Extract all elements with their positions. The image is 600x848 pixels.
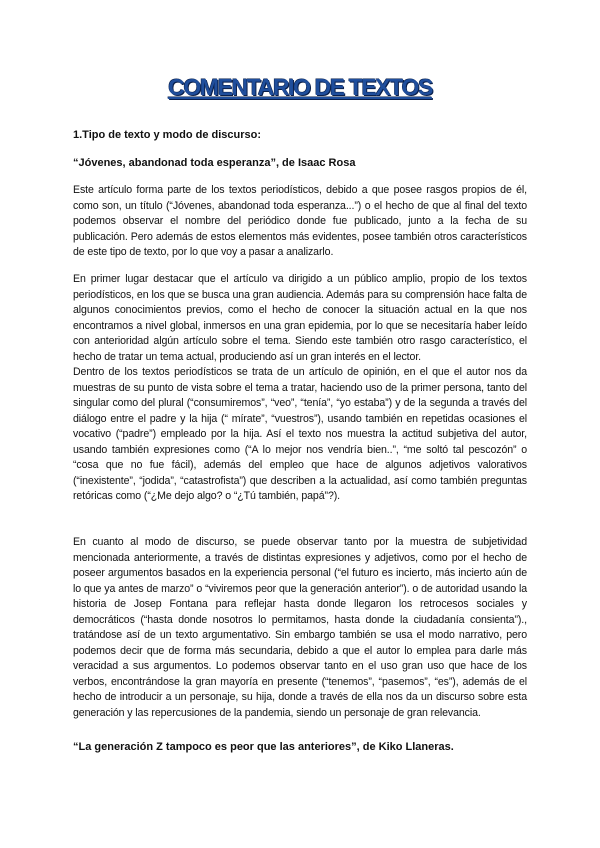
section-heading: 1.Tipo de texto y modo de discurso: — [73, 129, 262, 141]
document-title: COMENTARIO DE TEXTOS — [168, 74, 432, 100]
paragraph-text: Dentro de los textos periodísticos se trata de un artículo de opinión, en el que el autor nos da muestras de su punto de vista sobre el tema a tratar, haciendo uso de la primer persona, tanto del singular como del plural (“consumiremos”, “veo”, “tenía”, “yo estaba”) y de la segunda a través del diálogo entre el padre y la hija (“ mírate”, “vuestros”), usando también en repetidas ocasiones el vocativo (“padre”) empleado por la hija. Así el texto nos muestra la actitud subjetiva del autor, usando también expresiones como (“A lo mejor nos vendría bien..”, “me soltó tal pescozón” o “cosa que no fue fácil), además del empleo que hace de algunos adjetivos valorativos (“inexistente”, “jodida”, “catastrofista”) que describen a la actualidad, así como también preguntas retóricas como (“¿Me dejo algo? o “¿Tú también, papá”?). — [73, 366, 527, 502]
article1-heading: “Jóvenes, abandonad toda esperanza”, de Isaac Rosa — [73, 157, 356, 169]
paragraph-block-analysis — [73, 272, 527, 505]
paragraph-text: En cuanto al modo de discurso, se puede observar tanto por la muestra de subjetividad mencionada anteriormente, a través de distintas expresiones y adjetivos, como por el hecho de poseer argumentos basados en la experiencia personal (“el futuro es incierto, más incierto aún de lo que ya antes de marzo” o “viviremos peor que la generación anterior”). o de autoridad usando la historia de Josep Fontana para reflejar hasta donde llegaron los retrocesos sociales y democráticos (“hasta donde nosotros lo permitamos, hasta donde la ciudadanía consienta”)., tratándose así de un texto argumentativo. Sin embargo también se usa el modo narrativo, pero podemos decir que de forma más secundaria, debido a que el autor lo emplea para darle más veracidad a sus argumentos. Lo podemos observar tanto en el uso gran uso que hace de los verbos, encontrándose la gran mayoría en presente (“tenemos”, “pasemos”, “es”), además de el hecho de introducir a un personaje, su hija, donde a través de ella nos da un discurso sobre esta generación y las repercusiones de la pandemia, siendo un personaje de gran relevancia. — [73, 536, 527, 719]
paragraph-text: Este artículo forma parte de los textos periodísticos, debido a que posee rasgos propios de él, como son, un título (“Jóvenes, abandonad toda esperanza...”) o el hecho de que al final del texto podemos observar el nombre del periódico donde fue publicado, junto a la fecha de su publicación. Pero además de estos elementos más evidentes, posee también otros característicos de este tipo de texto, por lo que voy a pasar a analizarlo. — [73, 184, 527, 258]
paragraph-discourse — [73, 535, 527, 721]
article2-heading: “La generación Z tampoco es peor que las anteriores”, de Kiko Llaneras. — [73, 741, 454, 753]
paragraph-text: En primer lugar destacar que el artículo va dirigido a un público amplio, propio de los textos periodísticos, en los que se busca una gran audiencia. Además para su comprensión hace falta de algunos conocimientos previos, como el hecho de conocer la situación actual en la que nos encontramos a nivel global, inmersos en una gran epidemia, por lo que se necesitaría haber leído con anterioridad algún artículo sobre el tema. Siendo este también otro rasgo característico, el hecho de tratar un tema actual, produciendo así un gran interés en el lector. — [73, 273, 527, 363]
paragraph-intro — [73, 183, 527, 261]
